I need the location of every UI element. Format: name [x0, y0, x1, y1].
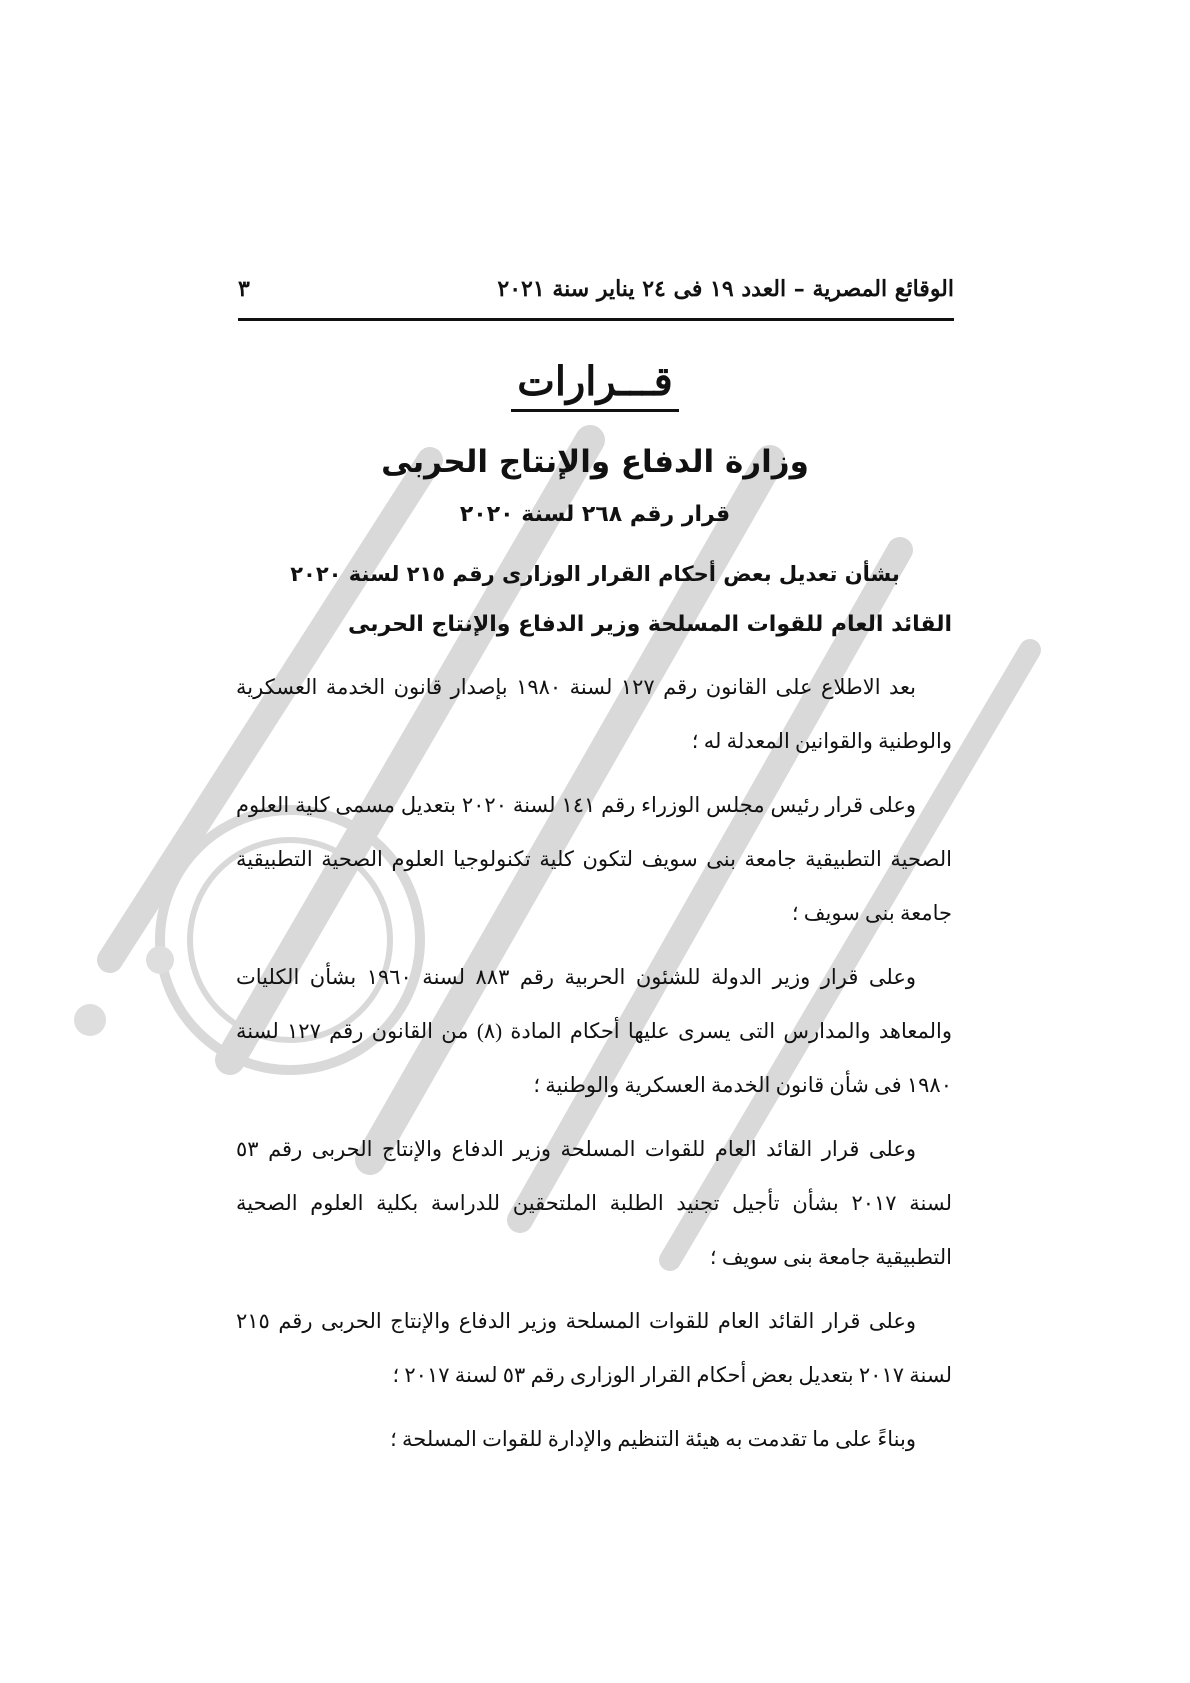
decision-number: قرار رقم ٢٦٨ لسنة ٢٠٢٠: [459, 502, 731, 527]
decision-preamble: [236, 660, 952, 1476]
preamble-paragraph: وبناءً على ما تقدمت به هيئة التنظيم والإدارة للقوات المسلحة ؛: [390, 1427, 916, 1451]
preamble-paragraph: وعلى قرار وزير الدولة للشئون الحربية رقم ٨٨٣ لسنة ١٩٦٠ بشأن الكليات والمعاهد والمدارس التى يسرى عليها أحكام المادة (٨) من القانون رقم ١٢٧ لسنة ١٩٨٠ فى شأن قانون الخدمة العسكرية والوطنية ؛: [236, 965, 952, 1097]
section-title-text: قـــرارات: [511, 358, 679, 412]
ministry-heading: وزارة الدفاع والإنتاج الحربى: [381, 444, 809, 480]
preamble-paragraph: وعلى قرار رئيس مجلس الوزراء رقم ١٤١ لسنة ٢٠٢٠ بتعديل مسمى كلية العلوم الصحية التطبيقية جامعة بنى سويف لتكون كلية تكنولوجيا العلوم الصحية التطبيقية جامعة بنى سويف ؛: [236, 793, 952, 925]
preamble-paragraph: بعد الاطلاع على القانون رقم ١٢٧ لسنة ١٩٨٠ بإصدار قانون الخدمة العسكرية والوطنية والقوانين المعدلة له ؛: [236, 675, 952, 753]
issuer-heading: القائد العام للقوات المسلحة وزير الدفاع والإنتاج الحربى: [347, 612, 952, 637]
gazette-issue-line: الوقائع المصرية – العدد ١٩ فى ٢٤ يناير سنة ٢٠٢١: [497, 276, 954, 302]
preamble-paragraph: وعلى قرار القائد العام للقوات المسلحة وزير الدفاع والإنتاج الحربى رقم ٥٣ لسنة ٢٠١٧ بشأن تأجيل تجنيد الطلبة الملتحقين للدراسة بكلية العلوم الصحية التطبيقية جامعة بنى سويف ؛: [236, 1137, 952, 1269]
page-header: [238, 272, 954, 306]
preamble-paragraph: وعلى قرار القائد العام للقوات المسلحة وزير الدفاع والإنتاج الحربى رقم ٢١٥ لسنة ٢٠١٧ بتعديل بعض أحكام القرار الوزارى رقم ٥٣ لسنة ٢٠١٧ ؛: [236, 1309, 952, 1387]
page-number: ٣: [238, 276, 250, 302]
section-title: [0, 358, 1190, 412]
decision-subject: بشأن تعديل بعض أحكام القرار الوزارى رقم ٢١٥ لسنة ٢٠٢٠: [290, 562, 900, 586]
header-divider: [238, 318, 954, 321]
